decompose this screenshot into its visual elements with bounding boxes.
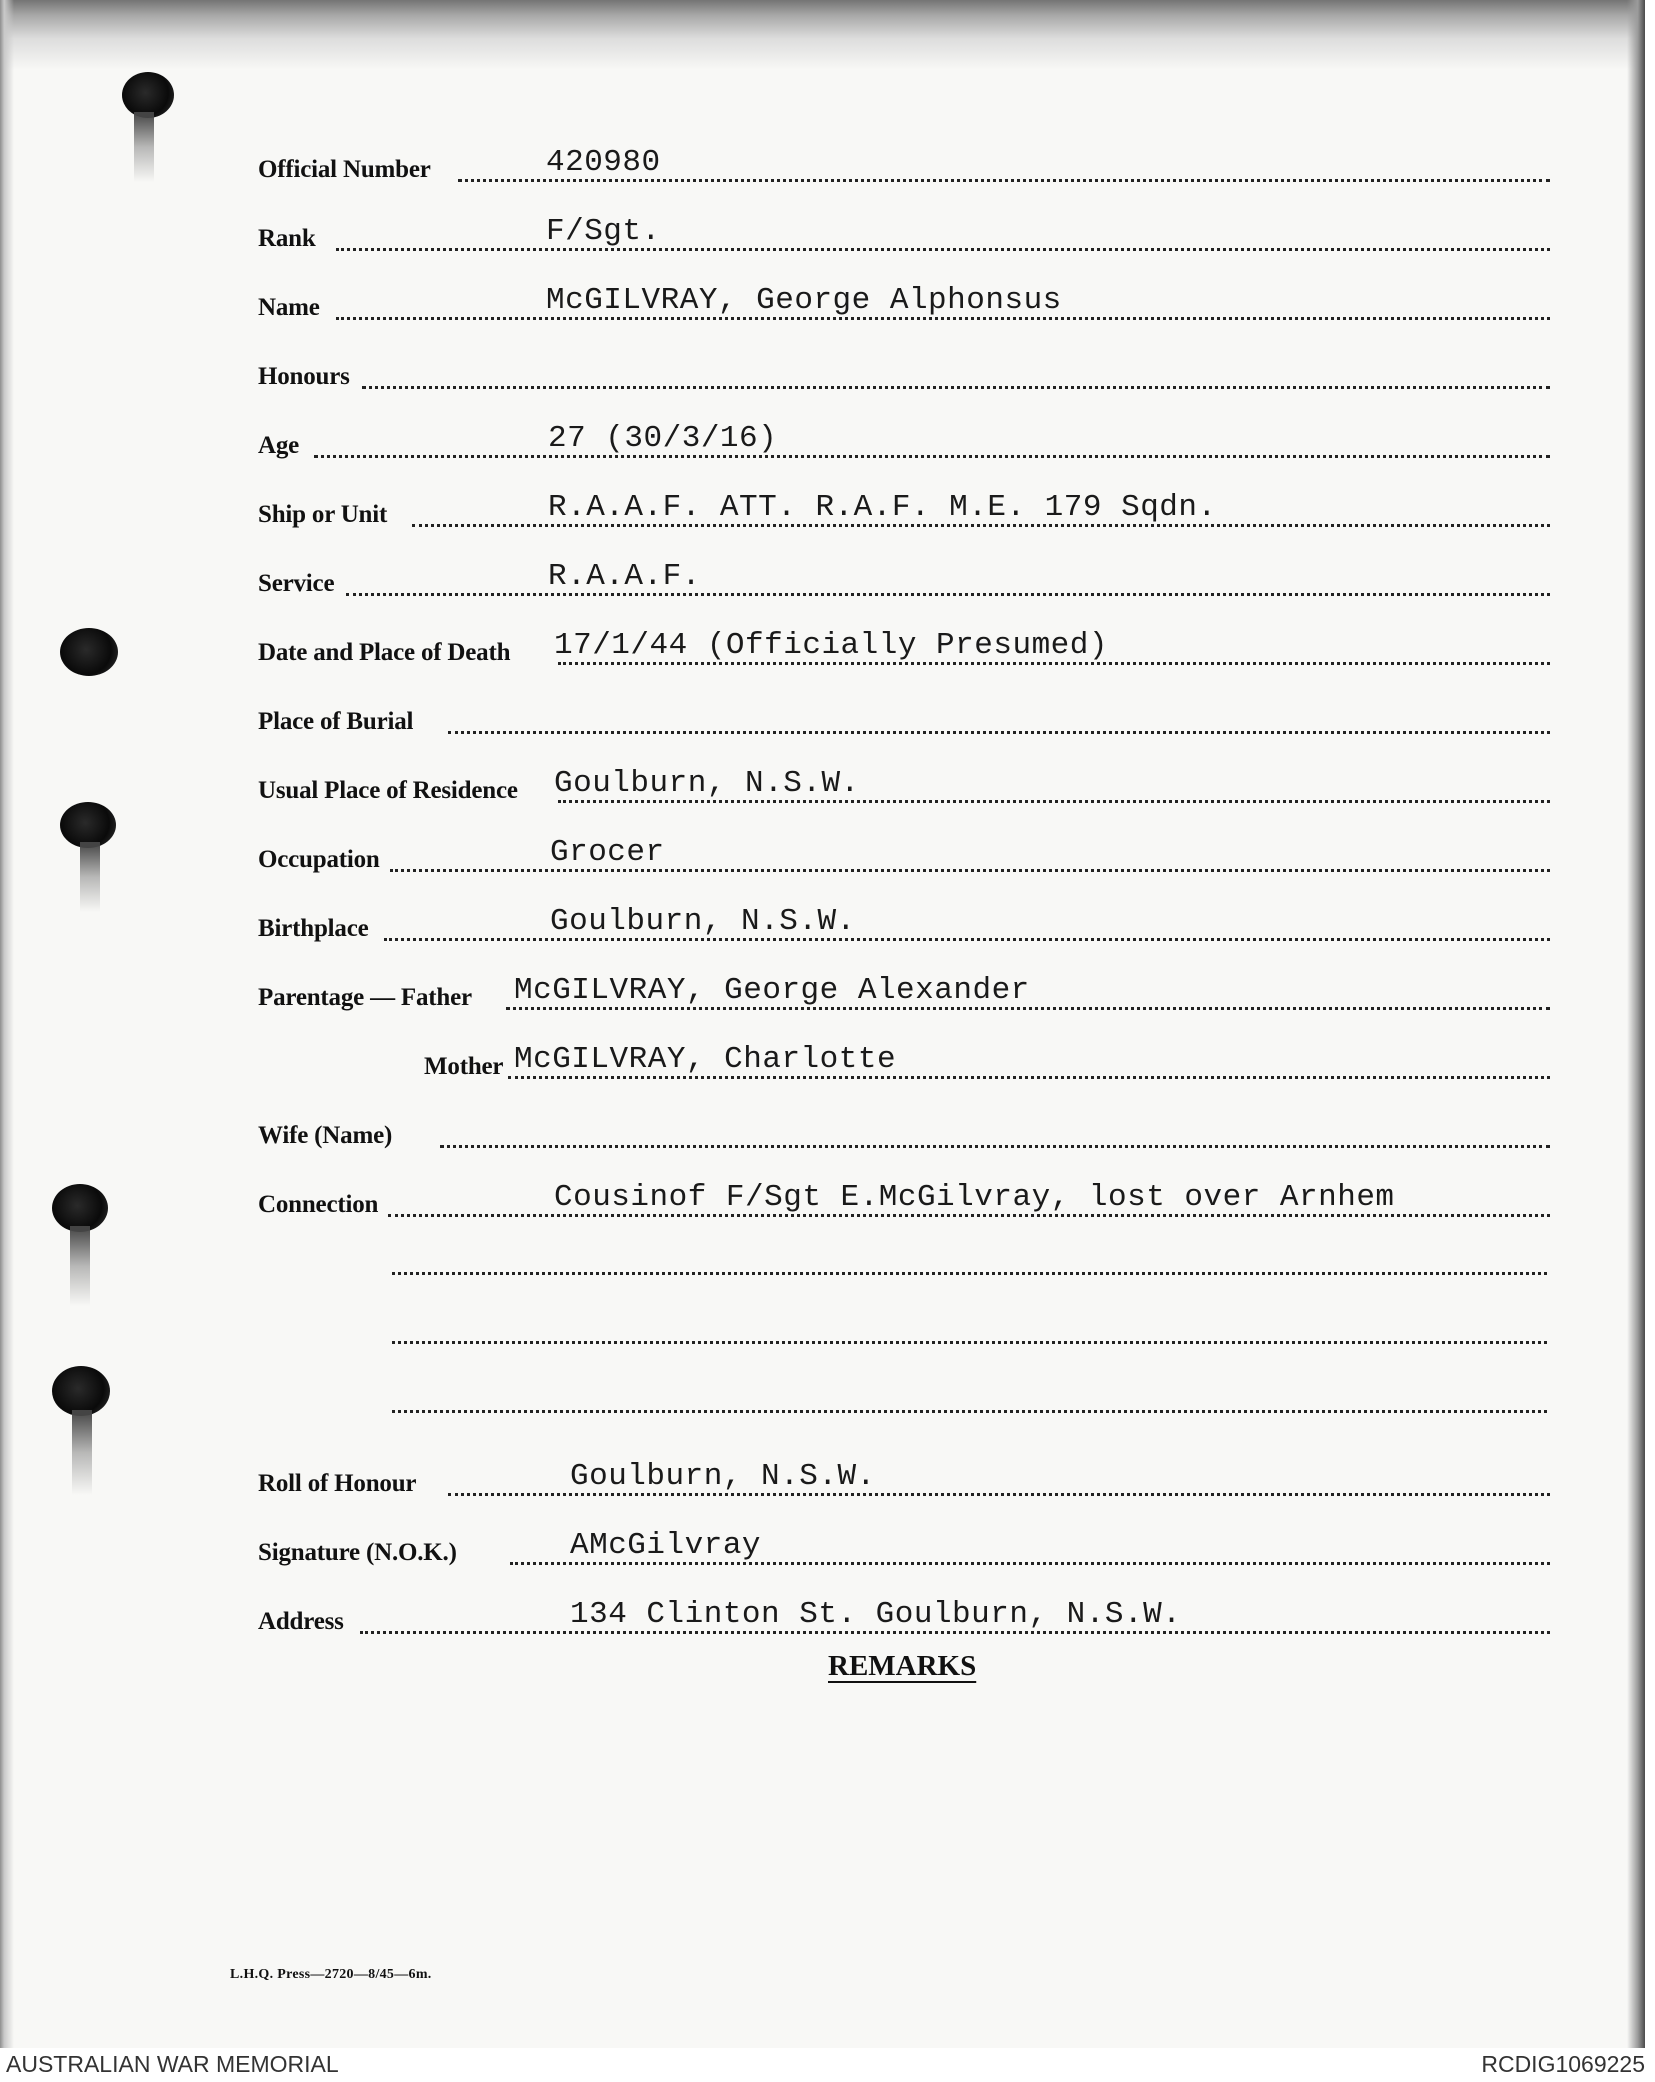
field-value: Goulburn, N.S.W. [570,1459,876,1494]
scan-shadow-left [0,0,14,2048]
field-rank [258,213,1550,257]
field-place-of-burial [258,696,1550,740]
field-service [258,558,1550,602]
dotted-leader [314,455,1550,458]
field-label: Honours [258,363,350,390]
dotted-leader [346,593,1550,596]
field-value: McGILVRAY, George Alexander [514,973,1030,1008]
field-label: Official Number [258,156,431,183]
field-label: Roll of Honour [258,1470,417,1497]
field-value: Grocer [550,835,665,870]
field-address [258,1596,1550,1640]
field-label: Address [258,1608,344,1635]
field-value: Goulburn, N.S.W. [554,766,860,801]
scan-shadow-right [1627,0,1645,2048]
blank-dotted-line [392,1272,1547,1275]
field-label: Signature (N.O.K.) [258,1539,457,1566]
footer-institution: AUSTRALIAN WAR MEMORIAL [6,2051,339,2077]
field-label: Usual Place of Residence [258,777,518,804]
field-parentage-father [258,972,1550,1016]
blank-dotted-line [392,1410,1547,1413]
field-birthplace [258,903,1550,947]
field-age [258,420,1550,464]
dotted-leader [336,248,1550,251]
dotted-leader [440,1145,1550,1148]
field-value: AMcGilvray [570,1528,762,1563]
field-honours [258,351,1550,395]
field-label: Rank [258,225,316,252]
footer-reference: RCDIG1069225 [1481,2051,1645,2077]
field-ship-or-unit [258,489,1550,533]
field-label: Ship or Unit [258,501,388,528]
field-connection [258,1179,1550,1223]
field-label: Birthplace [258,915,369,942]
field-label: Age [258,432,300,459]
field-parentage-mother [258,1041,1550,1085]
field-value: 17/1/44 (Officially Presumed) [554,628,1108,663]
field-value: R.A.A.F. ATT. R.A.F. M.E. 179 Sqdn. [548,490,1217,525]
field-label: Mother [424,1053,504,1080]
field-value: 134 Clinton St. Goulburn, N.S.W. [570,1597,1182,1632]
punch-hole-icon [52,1366,110,1416]
punch-hole-streak [80,842,100,912]
field-signature-nok [258,1527,1550,1571]
blank-dotted-line [392,1341,1547,1344]
punch-hole-streak [70,1226,90,1306]
punch-hole-icon [52,1184,108,1232]
field-value: McGILVRAY, Charlotte [514,1042,897,1077]
field-label: Occupation [258,846,380,873]
field-value: R.A.A.F. [548,559,701,594]
field-usual-place-of-residence [258,765,1550,809]
field-occupation [258,834,1550,878]
dotted-leader [448,731,1550,734]
remarks-heading: REMARKS [828,1650,977,1682]
printer-mark: L.H.Q. Press—2720—8/45—6m. [230,1967,432,1982]
field-value: F/Sgt. [546,214,661,249]
field-label: Parentage — Father [258,984,472,1011]
field-label: Name [258,294,320,321]
field-label: Place of Burial [258,708,414,735]
field-label: Date and Place of Death [258,639,511,666]
punch-hole-streak [134,112,154,182]
punch-hole-streak [72,1410,92,1495]
field-value: Cousinof F/Sgt E.McGilvray, lost over Arnhem [554,1180,1395,1215]
field-wife-name [258,1110,1550,1154]
punch-hole-icon [60,628,118,676]
field-official-number [258,144,1550,188]
field-name [258,282,1550,326]
field-label: Connection [258,1191,379,1218]
field-roll-of-honour [258,1458,1550,1502]
field-label: Service [258,570,335,597]
dotted-leader [362,386,1550,389]
scan-shadow-top [0,0,1645,70]
field-value: 420980 [546,145,661,180]
field-label: Wife (Name) [258,1122,393,1149]
field-value: Goulburn, N.S.W. [550,904,856,939]
field-date-and-place-of-death [258,627,1550,671]
field-value: 27 (30/3/16) [548,421,778,456]
field-value: McGILVRAY, George Alphonsus [546,283,1062,318]
